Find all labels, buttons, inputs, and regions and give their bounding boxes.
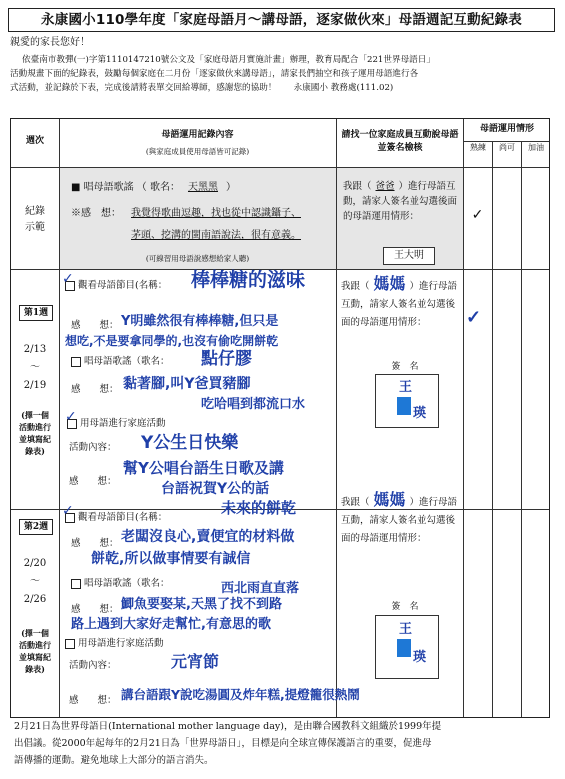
week1-tv-label: 觀看母語節目(名稱： — [78, 280, 168, 291]
week2-date-end: 2/26 — [23, 594, 47, 605]
week1-song-checkbox[interactable] — [71, 357, 81, 367]
week2-choose-note: (擇一個活動進行並填寫紀錄表) — [19, 628, 51, 674]
header-record: 母語運用記錄內容 — [161, 130, 234, 140]
week2-date-start: 2/20 — [23, 558, 47, 569]
week2-tv-feel-2: 餅乾,所以做事情要有誠信 — [91, 551, 251, 567]
status-col-2: 尚可 — [499, 143, 515, 152]
week2-song-name: 西北雨直直落 — [221, 581, 300, 596]
week2-tv-check-mark: ✓ — [62, 503, 74, 519]
week2-song-feel-1: 鯽魚要娶某,天黑了找不到路 — [121, 597, 282, 612]
example-member-name: 爸爸 — [375, 181, 395, 192]
week1-song-label: 唱母語歌謠（歌名： — [84, 356, 170, 367]
example-feel-line-2: 茅頭、挖溝的閩南語說法，很有意義。 — [131, 230, 301, 241]
example-feel-label: ※感 想： — [71, 208, 121, 219]
week1-sign-label: 簽 名 — [391, 362, 419, 372]
header-week: 週次 — [25, 136, 44, 146]
status-col-3: 加油 — [528, 143, 544, 152]
week1-label: 第1週 — [19, 305, 53, 321]
week1-sign-char-2: 瑛 — [413, 406, 427, 421]
week1-act-feel-2: 台語祝賀Y公的話 — [161, 481, 270, 497]
intro-line-2: 活動規畫下面的紀錄表，鼓勵每個家庭在二月份「逐家做伙來講母語」，請家長們抽空和孩子運用母語進行各 — [10, 69, 419, 79]
week1-member-text-1: 我跟（ — [341, 281, 370, 292]
week2-act-content-label: 活動內容： — [69, 660, 117, 671]
week2-tv-label: 觀看母語節目(名稱： — [78, 512, 168, 523]
week1-song-feel-label: 感 想： — [71, 384, 119, 395]
footer-line-2: 出倡議。從2000年起每年的2月21日為「世界母語日」，目標是向全球宣傳保護語言的重要，促進母 — [14, 738, 432, 749]
week2-tv-name: 未來的餅乾 — [221, 499, 297, 517]
example-label: 紀錄示範 — [25, 206, 45, 233]
week1-date-start: 2/13 — [23, 344, 47, 355]
week2-member-name: 媽媽 — [373, 490, 406, 509]
week2-act-content: 元宵節 — [171, 652, 220, 671]
intro-line-3: 式活動，並記錄於下表，完成後請將表單交回給導師，感謝您的協助！ 永康國小 教務處(111.02) — [10, 83, 394, 93]
example-check: ✓ — [471, 207, 484, 223]
week2-song-feel-2: 路上遇到大家好走幫忙,有意思的歌 — [71, 617, 271, 632]
week2-song-label: 唱母語歌謠（歌名： — [84, 578, 170, 589]
week1-date-end: 2/19 — [23, 380, 47, 391]
week2-act-feel-1: 講台語跟Y說吃湯圓及炸年糕,提燈籠很熱鬧 — [121, 687, 360, 702]
week2-member-text-2: ）進行母語互動，請家人簽名並勾選後面的母語運用情形： — [341, 497, 458, 544]
week2-song-feel-label: 感 想： — [71, 604, 119, 615]
header-record-sub: (與家庭成員使用母語皆可記錄) — [145, 147, 250, 156]
example-member-text-2: ）進行母語互動，請家人簽名並勾選後面的母語運用情形： — [343, 181, 458, 222]
week2-act-label: 用母語進行家庭活動 — [78, 638, 164, 649]
greeting: 親愛的家長您好！ — [10, 37, 90, 48]
week2-label: 第2週 — [19, 519, 53, 535]
status-col-1: 熟練 — [470, 143, 486, 152]
week2-sign-stamp — [397, 639, 411, 657]
example-song-end: ） — [225, 182, 236, 193]
week2-act-checkbox[interactable] — [65, 639, 75, 649]
week1-check: ✓ — [466, 307, 482, 328]
week2-tv-feel-label: 感 想： — [71, 538, 119, 549]
header-status: 母語運用情形 — [479, 124, 534, 134]
week1-act-content-label: 活動內容： — [69, 442, 117, 453]
week2-member-text-1: 我跟（ — [341, 497, 370, 508]
week1-song-feel-1: 黏著腳,叫Y爸買豬腳 — [123, 376, 251, 392]
example-song-name: 天黑黑 — [187, 182, 218, 193]
week1-tv-feel-2: 想吃,不是要拿同學的,也沒有偷吃開餅乾 — [65, 334, 279, 348]
week2-song-checkbox[interactable] — [71, 579, 81, 589]
week1-tv-check-mark: ✓ — [62, 271, 74, 287]
week2-date-sep: ～ — [30, 576, 40, 587]
week2-sign-label: 簽 名 — [391, 602, 419, 612]
week1-act-check-mark: ✓ — [65, 409, 77, 425]
week1-song-name: 點仔膠 — [201, 349, 252, 369]
week1-member-name: 媽媽 — [373, 274, 406, 293]
footer-note — [14, 718, 554, 769]
header-member: 請找一位家庭成員互動說母語並簽名檢核 — [341, 130, 459, 153]
example-member-text-1: 我跟（ — [343, 181, 372, 192]
week2-act-feel-label: 感 想： — [69, 695, 117, 706]
week2-tv-feel-1: 老闆沒良心,賣便宜的材料做 — [121, 529, 295, 545]
footer-line-3: 語傳播的運動。避免地球上大部分的語言消失。 — [14, 755, 214, 766]
week1-act-content: Y公生日快樂 — [141, 433, 239, 453]
page-title: 永康國小110學年度「家庭母語月～講母語，逐家做伙來」母語週記互動紀錄表 — [8, 8, 555, 32]
week1-song-feel-2: 吃哈唱到都流口水 — [201, 397, 306, 412]
week1-sign-char-1: 王 — [399, 380, 413, 395]
example-signature: 王大明 — [383, 247, 435, 265]
week1-act-feel-label: 感 想： — [69, 476, 117, 487]
week1-tv-feel-label: 感 想： — [71, 320, 119, 331]
week1-choose-note: (擇一個活動進行並填寫紀錄表) — [19, 410, 51, 456]
week2-sign-char-2: 瑛 — [413, 650, 427, 665]
intro-line-1: 依臺南市教彈(一)字第1110147210號公文及「家庭母語月實施計畫」辦理，教育局配合「221世界母語日」 — [22, 55, 435, 65]
week1-act-feel-1: 幫Y公唱台語生日歌及講 — [123, 459, 284, 477]
week1-member-text-2: ）進行母語互動，請家人簽名並勾選後面的母語運用情形： — [341, 281, 458, 328]
week1-tv-name: 棒棒糖的滋味 — [191, 269, 306, 291]
example-feel-line-1: 我覺得歌曲逗趣，找也從中認識鑷子、 — [131, 208, 301, 219]
week2-sign-char-1: 王 — [399, 622, 413, 637]
footer-line-1: 2月21日為世界母語日(International mother language day)，是由聯合國教科文組織於1999年提 — [14, 721, 442, 732]
week1-act-label: 用母語進行家庭活動 — [80, 418, 166, 429]
record-table — [10, 118, 550, 718]
example-note: (可線習用母語說感想給家人聽) — [145, 254, 250, 263]
week1-sign-stamp — [397, 397, 411, 415]
example-song-line: ■ 唱母語歌謠 （ 歌名： — [71, 182, 180, 193]
week1-date-sep: ～ — [30, 362, 40, 373]
week1-tv-feel-1: Y明雖然很有棒棒糖,但只是 — [121, 314, 279, 329]
